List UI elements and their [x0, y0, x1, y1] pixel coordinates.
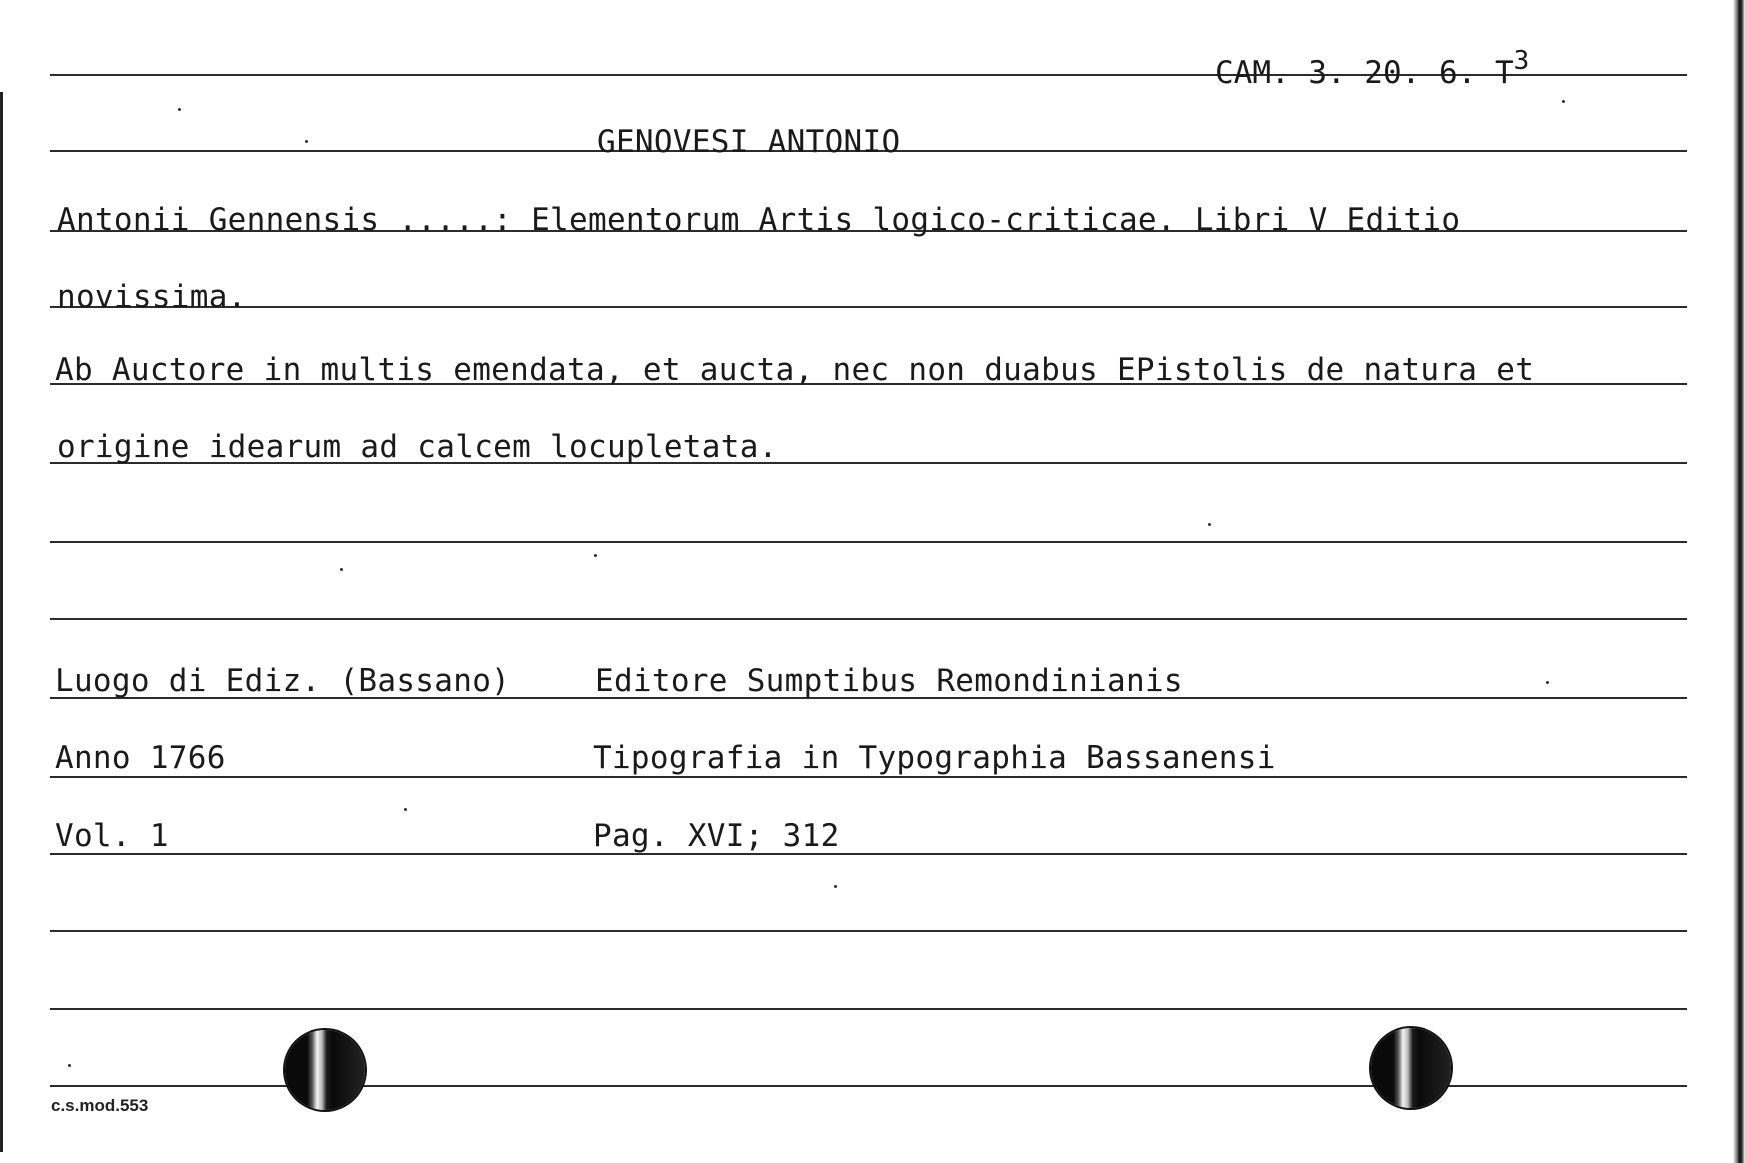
scan-speck: [340, 568, 343, 571]
title-line-3: Ab Auctore in multis emendata, et aucta, nec non duabus EPistolis de natura et: [55, 352, 1535, 388]
ruled-line: [50, 1008, 1687, 1010]
title-line-4: origine idearum ad calcem locupletata.: [57, 429, 778, 465]
place-of-edition: Luogo di Ediz. (Bassano): [55, 663, 511, 699]
punch-hole-right: [1371, 1028, 1451, 1108]
call-number-text: CAM. 3. 20. 6. T: [1215, 55, 1514, 91]
scan-speck: [1562, 100, 1565, 103]
volume: Vol. 1: [55, 818, 169, 854]
title-line-2: novissima.: [57, 279, 247, 315]
call-number: [1215, 46, 1529, 91]
ruled-line: [50, 306, 1687, 308]
ruled-line: [50, 618, 1687, 620]
scan-speck: [305, 140, 308, 143]
punch-hole-left: [285, 1030, 365, 1110]
ruled-line: [50, 930, 1687, 932]
scan-speck: [834, 885, 837, 888]
publisher: Editore Sumptibus Remondinianis: [595, 663, 1183, 699]
author-heading: GENOVESI ANTONIO: [597, 124, 901, 160]
call-number-superscript: 3: [1513, 46, 1530, 76]
pages: Pag. XVI; 312: [593, 818, 840, 854]
card-right-edge: [1733, 0, 1745, 1163]
printer: Tipografia in Typographia Bassanensi: [593, 740, 1276, 776]
form-code: c.s.mod.553: [51, 1096, 149, 1115]
scan-speck: [1546, 681, 1549, 684]
scan-speck: [178, 108, 181, 111]
scan-speck: [1208, 523, 1211, 526]
scan-speck: [68, 1064, 71, 1067]
scan-speck: [404, 808, 407, 811]
ruled-line: [50, 541, 1687, 543]
ruled-line: [50, 853, 1687, 855]
title-line-1: Antonii Gennensis .....: Elementorum Artis logico-criticae. Libri V Editio: [57, 202, 1461, 238]
year: Anno 1766: [55, 740, 226, 776]
card-left-edge: [0, 92, 3, 1152]
scan-speck: [594, 554, 597, 557]
ruled-line: [50, 776, 1687, 778]
